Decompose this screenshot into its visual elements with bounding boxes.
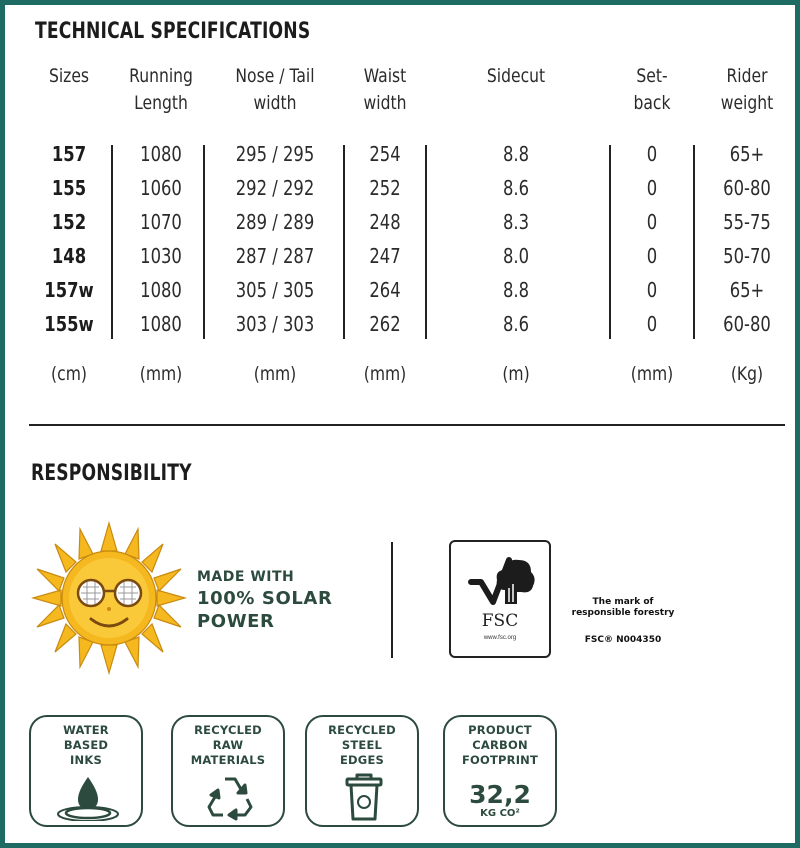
fsc-tree-check-icon [465,552,539,612]
table-cell: 50-70 [723,244,771,268]
badge-title [445,723,555,768]
table-cell: 1080 [140,312,182,336]
table-cell: 1030 [140,244,182,268]
table-cell: 1080 [140,278,182,302]
table-cell: 0 [646,312,658,336]
badge-title [307,723,417,768]
badge-recycled-raw-materials [171,715,285,827]
table-cell: 0 [646,210,658,234]
unit-label: (mm) [363,363,407,385]
table-cell: 60-80 [723,312,771,336]
column-header-line-1: Waist [363,65,407,87]
table-cell: 60-80 [723,176,771,200]
section-divider [29,424,785,426]
table-cell: 305 / 305 [235,278,315,302]
column-header [116,63,206,117]
table-cell: 248 [369,210,401,234]
size-cell: 157 [51,142,87,166]
solar-power-label [197,567,332,633]
table-cell: 254 [369,142,401,166]
column-header-line-2: width [363,92,407,114]
badge-product-carbon-footprint [443,715,557,827]
badge-line: WATER [63,723,109,737]
fsc-logo [449,540,551,658]
unit-label: (mm) [630,363,674,385]
column-divider [111,145,113,339]
table-cell: 252 [369,176,401,200]
badge-title [31,723,141,768]
fsc-label: FSC [481,611,519,631]
badge-line: STEEL [341,738,383,752]
column-header-line-1: Set- [636,65,668,87]
table-cell: 65+ [729,278,765,302]
carbon-value: 32,2 [469,780,531,809]
responsibility-title: RESPONSIBILITY [31,461,192,486]
column-divider [343,145,345,339]
table-cell: 303 / 303 [235,312,315,336]
column-divider [693,145,695,339]
size-cell: 155w [44,312,94,336]
table-cell: 8.3 [502,210,530,234]
table-cell: 0 [646,278,658,302]
unit-label: (cm) [51,363,87,385]
recycle-icon [205,773,255,821]
table-cell: 55-75 [723,210,771,234]
fsc-mark-line-2: responsible forestry [571,608,675,618]
column-header-line-2: width [253,92,297,114]
table-cell: 295 / 295 [235,142,315,166]
badge-line: PRODUCT [468,723,532,737]
fsc-code: FSC® N004350 [584,635,662,645]
table-cell: 65+ [729,142,765,166]
table-cell: 0 [646,176,658,200]
solar-line-3: POWER [197,611,275,632]
size-cell: 152 [51,210,87,234]
column-header [348,63,422,117]
badge-line: RECYCLED [194,723,262,737]
table-cell: 1060 [140,176,182,200]
column-header-line-2: weight [720,92,774,114]
table-cell: 8.6 [502,312,530,336]
badge-water-based-inks [29,715,143,827]
table-cell: 289 / 289 [235,210,315,234]
badge-line: EDGES [340,753,384,767]
unit-label: (Kg) [730,363,764,385]
table-cell: 262 [369,312,401,336]
table-cell: 1080 [140,142,182,166]
column-header [706,63,788,117]
table-cell: 292 / 292 [235,176,315,200]
table-cell: 0 [646,244,658,268]
table-cell: 8.6 [502,176,530,200]
badge-line: MATERIALS [190,753,266,767]
unit-label: (mm) [139,363,183,385]
badge-line: RECYCLED [328,723,396,737]
table-cell: 8.8 [502,142,530,166]
unit-label: (mm) [253,363,297,385]
column-header-line-1: Sizes [48,65,90,87]
column-header-line-1: Sidecut [486,65,546,87]
solar-line-2: 100% SOLAR [197,588,333,609]
column-header-line-2: Length [134,92,188,114]
badge-line: BASED [63,738,109,752]
badge-line: FOOTPRINT [461,753,539,767]
carbon-unit: KG CO² [480,808,520,819]
column-header-line-1: Running [129,65,193,87]
fsc-mark-line-1: The mark of [592,597,654,607]
column-header [619,63,685,117]
column-header [214,63,337,117]
column-header-line-1: Rider [726,65,768,87]
column-divider [203,145,205,339]
size-cell: 155 [51,176,87,200]
sun-with-sunglasses-icon [31,521,187,675]
table-cell: 287 / 287 [235,244,315,268]
badge-line: INKS [70,753,102,767]
column-header [467,63,565,90]
badge-line: RAW [212,738,244,752]
size-cell: 148 [51,244,87,268]
size-cell: 157w [44,278,94,302]
specs-title: TECHNICAL SPECIFICATIONS [35,19,311,44]
badge-title [173,723,283,768]
table-cell: 264 [369,278,401,302]
recycle-bin-icon [343,773,385,823]
column-header [32,63,106,90]
table-cell: 1070 [140,210,182,234]
table-cell: 0 [646,142,658,166]
table-cell: 8.0 [502,244,530,268]
solar-line-1: MADE WITH [197,569,295,585]
column-divider [609,145,611,339]
column-header-line-1: Nose / Tail [235,65,315,87]
badge-recycled-steel-edges [305,715,419,827]
water-drop-icon [56,773,120,821]
column-header-line-2: back [633,92,671,114]
fsc-url: www.fsc.org [483,635,517,641]
table-cell: 247 [369,244,401,268]
fsc-mark-text [561,597,685,619]
badge-line: CARBON [472,738,528,752]
responsibility-separator [391,542,393,658]
table-cell: 8.8 [502,278,530,302]
spec-sheet [5,5,795,843]
column-divider [425,145,427,339]
unit-label: (m) [502,363,530,385]
